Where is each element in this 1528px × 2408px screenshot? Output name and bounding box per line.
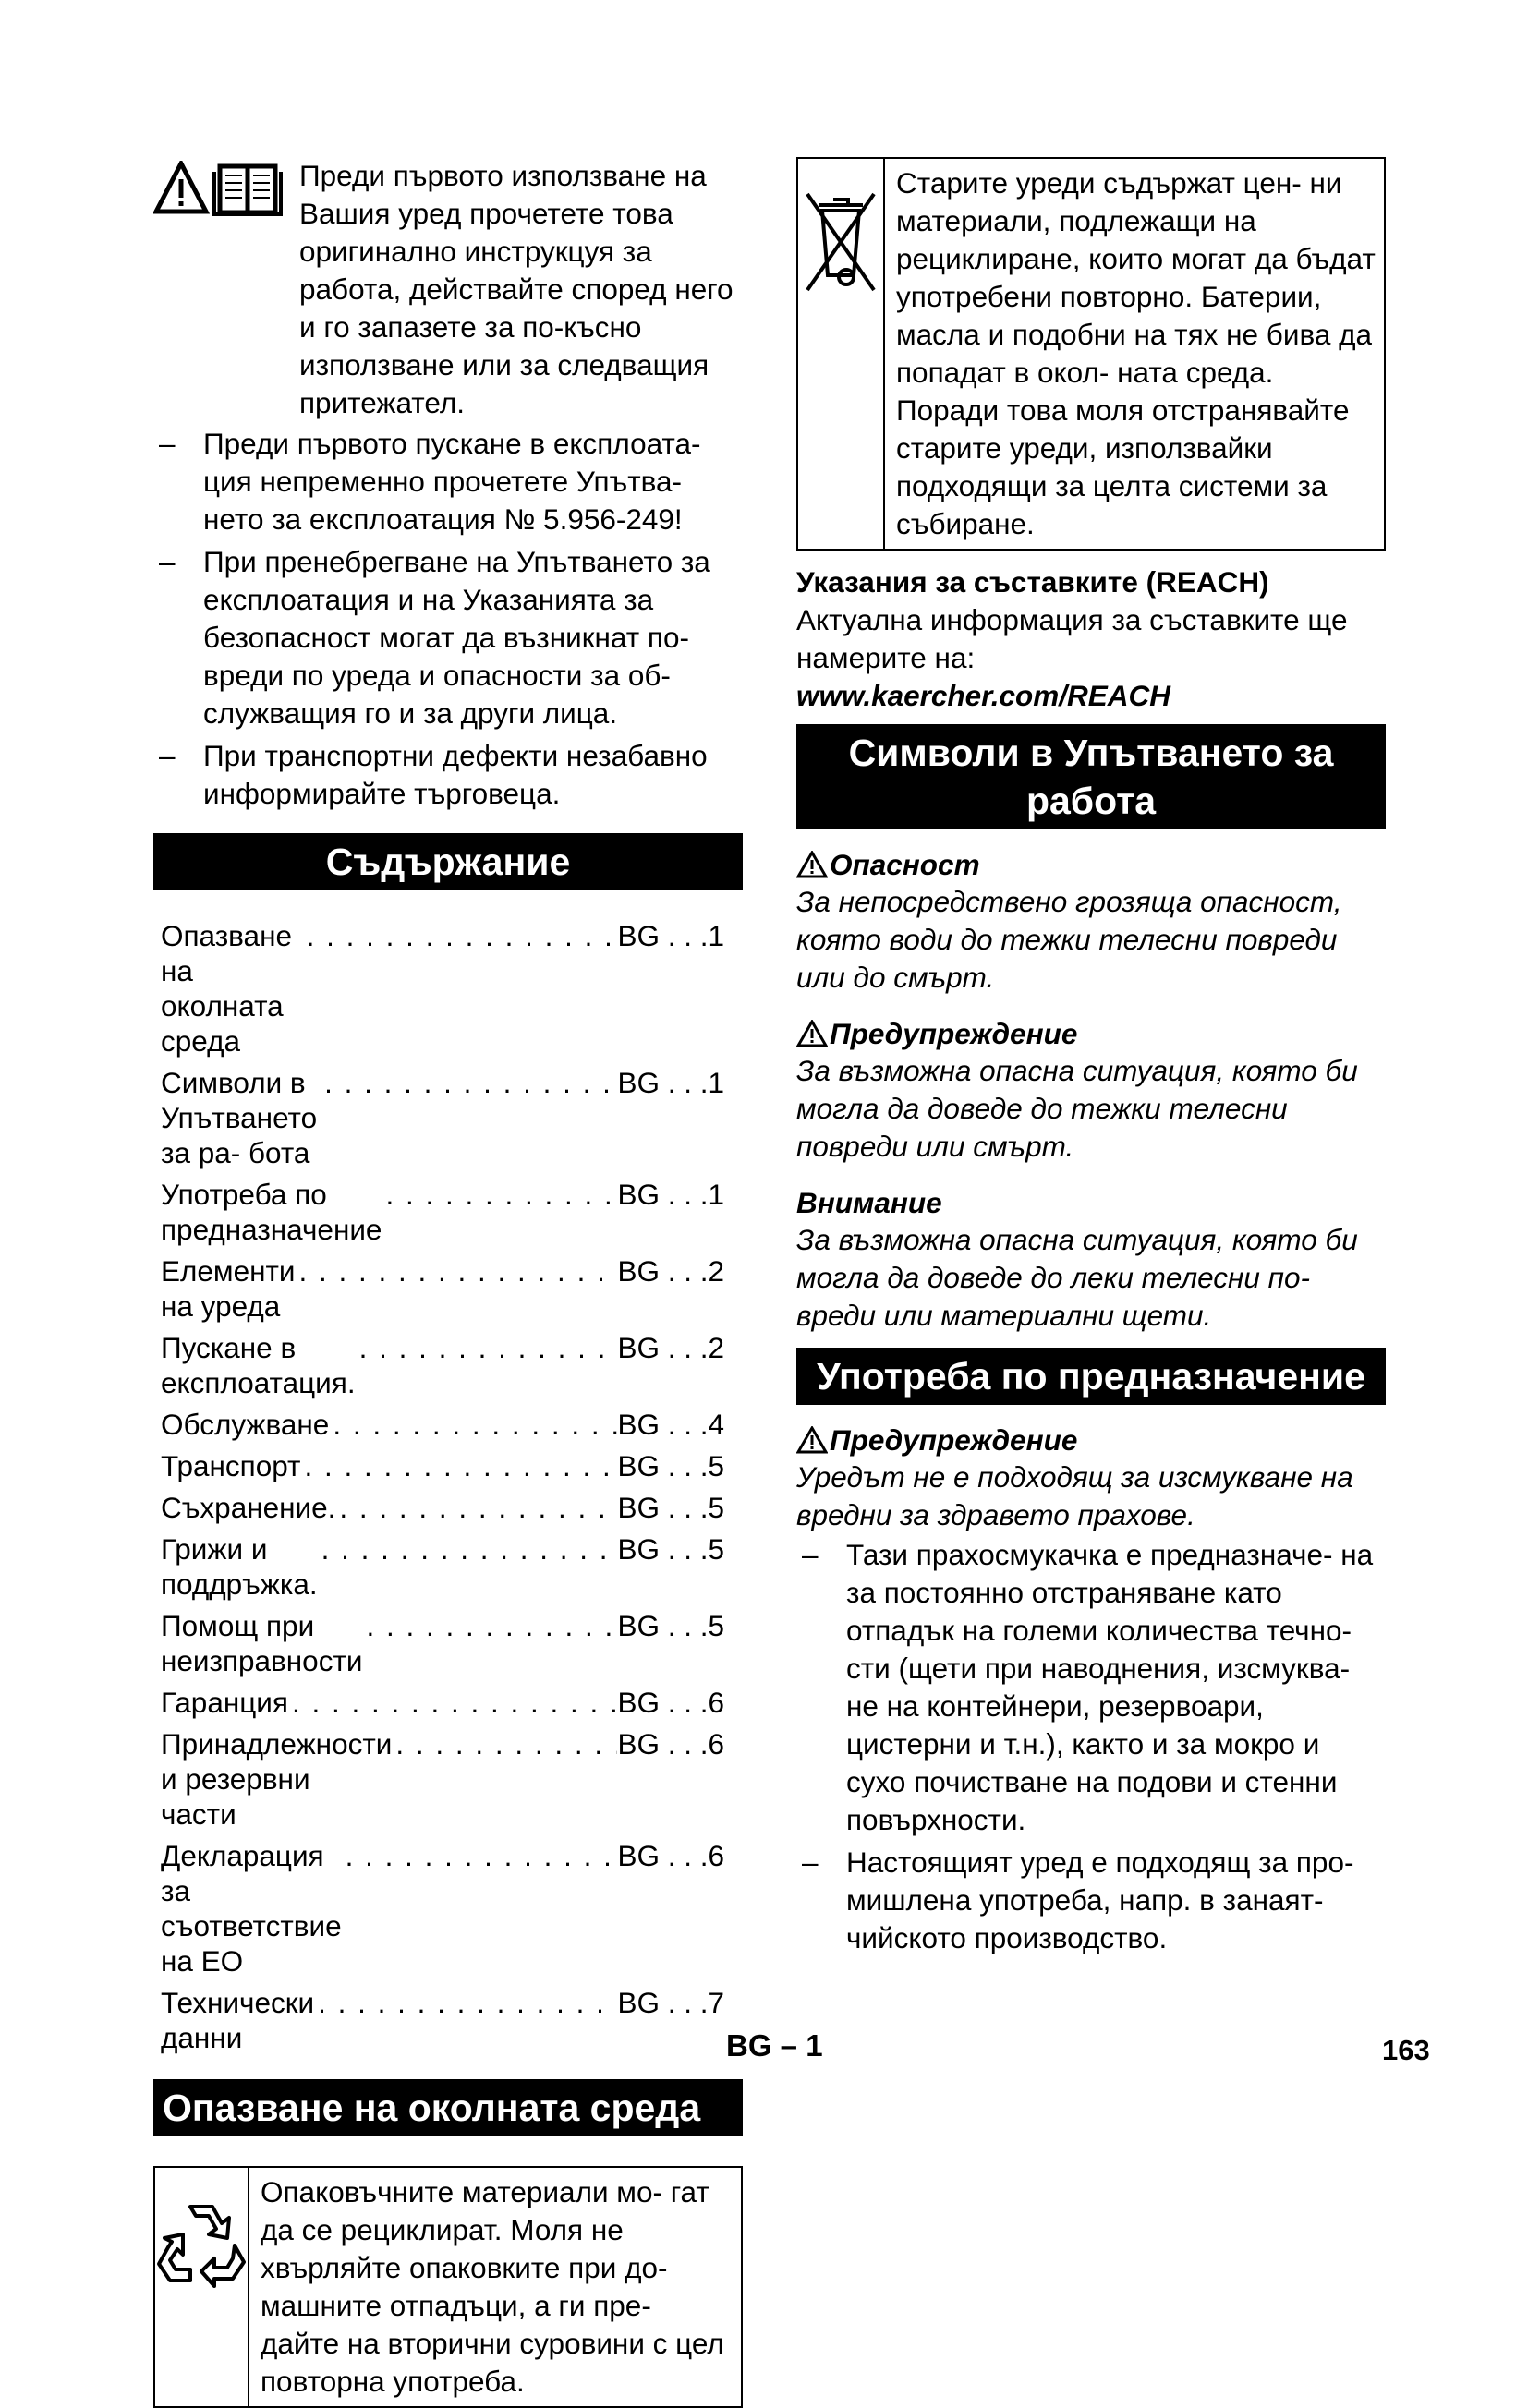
warning-triangle-icon [796, 1426, 828, 1454]
old-devices-box [796, 157, 1386, 551]
warning-read-manual-icon [153, 161, 288, 216]
intended-use-list [796, 1536, 1386, 1957]
packaging-box [153, 2166, 743, 2408]
toc-entry[interactable]: Употреба по предназначение . . . BG . . .1 [161, 1177, 743, 1247]
toc-entry[interactable]: Символи в Упътването за ра- бота . . . BG . . .1 [161, 1065, 743, 1170]
footer-page-number: 163 [1382, 2034, 1430, 2066]
table-of-contents [153, 918, 743, 2055]
intended-use-heading: Употреба по предназначение [796, 1348, 1386, 1405]
list-item: – Тази прахосмукачка е предназначе- на за постоянно отстраняване като отпадък на големи количества течно- сти (щети при наводнения, изсмуква- не на контейнери, резервоари, цистерни и т.н.), както и за мокро и сухо почистване на подови и стенни повърхности. [796, 1536, 1386, 1839]
intended-use-warning-label: Предупреждение [796, 1422, 1386, 1458]
toc-entry[interactable]: Транспорт . . . BG . . .5 [161, 1448, 743, 1483]
list-item: – При пренебрегване на Упътването за експлоатация и на Указанията за безопасност могат да възникнат по- вреди по уреда и опасности за об- служващия го и за други лица. [153, 543, 743, 732]
intended-use-warning-text: Уредът не е подходящ за изсмукване на вредни за здравето прахове. [796, 1460, 1353, 1531]
footer-section-code: BG – 1 [726, 2028, 823, 2063]
crossed-bin-icon [798, 159, 885, 549]
warning-triangle-icon [796, 851, 828, 878]
environment-heading: Опазване на околната среда [153, 2079, 743, 2136]
warning-label: Предупреждение [796, 1015, 1386, 1052]
danger-label: Опасност [796, 846, 1386, 883]
warning-text: За възможна опасна ситуация, която би могла да доведе до тежки телесни повреди или смърт. [796, 1054, 1358, 1163]
reach-heading: Указания за съставките (REACH) [796, 565, 1269, 599]
intro-list [153, 425, 743, 813]
toc-entry[interactable]: Елементи на уреда . . . BG . . .2 [161, 1253, 743, 1324]
right-column [796, 157, 1386, 1962]
toc-entry[interactable]: Гаранция . . . BG . . .6 [161, 1685, 743, 1720]
toc-heading: Съдържание [153, 833, 743, 890]
symbols-heading: Символи в Упътването за работа [796, 724, 1386, 829]
list-item: – Настоящият уред е подходящ за про- мишлена употреба, напр. в занаят- чийското производство. [796, 1844, 1386, 1957]
danger-text: За непосредствено грозяща опасност, която води до тежки телесни повреди или до смърт. [796, 885, 1342, 994]
old-devices-text: Старите уреди съдържат цен- ни материали, подлежащи на рециклиране, които могат да бъдат употребени повторно. Батерии, масла и подобни на тях не бива да попадат в окол- ната среда. Поради това моля отстранявайте старите уреди, използвайки подходящи за целта системи за събиране. [896, 166, 1376, 540]
toc-entry[interactable]: Принадлежности и резервни части . . . BG . . .6 [161, 1726, 743, 1832]
recycling-icon [155, 2168, 249, 2406]
toc-entry[interactable]: Технически данни . . . BG . . .7 [161, 1985, 743, 2055]
toc-entry[interactable]: Декларация за съответствие на ЕО . . . BG . . .6 [161, 1838, 743, 1978]
toc-entry[interactable]: Грижи и поддръжка. . . . BG . . .5 [161, 1531, 743, 1602]
caution-label: Внимание [796, 1186, 942, 1219]
toc-entry[interactable]: Обслужване . . . BG . . .4 [161, 1407, 743, 1442]
left-column [153, 157, 743, 2408]
intro-paragraph: Преди първото използване на Вашия уред прочетете това оригинално инструкцуя за работа, действайте според него и го запазете за по-късно използване или за следващия притежател. [153, 157, 743, 422]
list-item: – Преди първото пускане в експлоата- ция непременно прочетете Упътва- нето за експлоатация № 5.956-249! [153, 425, 743, 538]
reach-text: Актуална информация за съставките ще намерите на: [796, 603, 1348, 674]
packaging-text: Опаковъчните материали мо- гат да се рециклират. Моля не хвърляйте опаковките при до- машните отпадъци, а ги пре- дайте на вторични суровини с цел повторна употреба. [261, 2175, 724, 2398]
list-item: – При транспортни дефекти незабавно информирайте търговеца. [153, 737, 743, 813]
toc-entry[interactable]: Съхранение. . . . BG . . .5 [161, 1490, 743, 1525]
toc-entry[interactable]: Пускане в експлоатация. . . . BG . . .2 [161, 1330, 743, 1400]
reach-link[interactable]: www.kaercher.com/REACH [796, 679, 1170, 712]
toc-entry[interactable]: Помощ при неизправности . . . BG . . .5 [161, 1608, 743, 1678]
toc-entry[interactable]: Опазване на околната среда . . . BG . . .1 [161, 918, 743, 1059]
caution-text: За възможна опасна ситуация, която би могла да доведе до леки телесни по- вреди или материални щети. [796, 1223, 1358, 1332]
warning-triangle-icon [796, 1020, 828, 1047]
